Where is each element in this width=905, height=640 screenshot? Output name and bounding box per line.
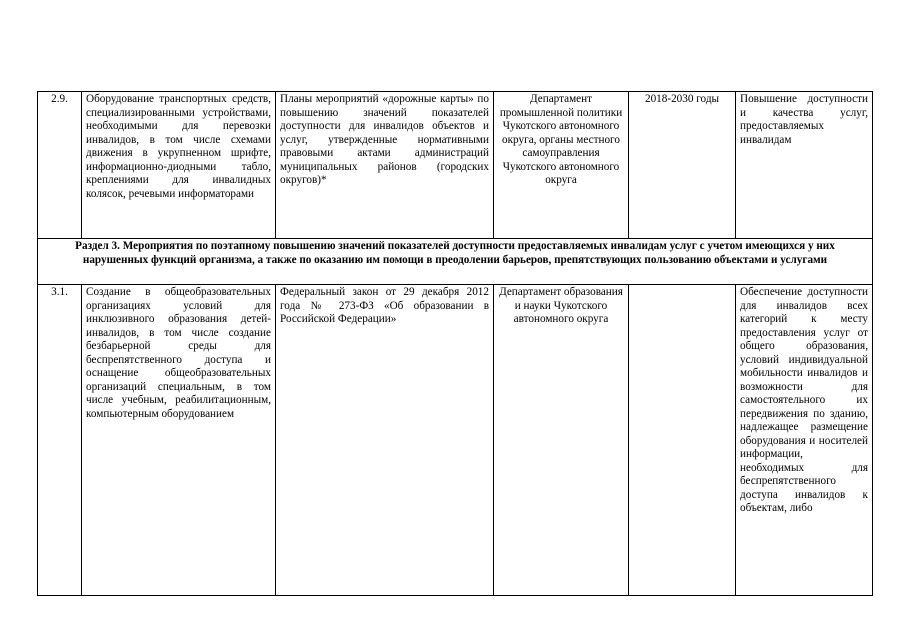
basis-cell: Федеральный закон от 29 декабря 2012 года № 273-ФЗ «Об образовании в Российской Федерации» — [276, 285, 494, 596]
measure-cell: Оборудование транспортных средств, специализированными устройствами, необходимыми для перевозки инвалидов, в том числе схемами движения в укрупненном шрифте, информационно-диодными табло, креплениями для инвалидных колясок, речевыми информаторами — [82, 92, 276, 239]
measure-cell: Создание в общеобразовательных организациях условий для инклюзивного образования детей-инвалидов, в том числе создание безбарьерной среды для беспрепятственного доступа и оснащение общеобразовательных организаций специальным, в том числе учебным, реабилитационным, компьютерным оборудованием — [82, 285, 276, 596]
table-row — [38, 285, 873, 596]
section-heading: Раздел 3. Мероприятия по поэтапному повышению значений показателей доступности предоставляемых инвалидам услуг с учетом имеющихся у них нарушенных функций организма, а также по оказанию им помощи в преодолении барьеров, препятствующих пользованию объектами и услугами — [38, 239, 873, 285]
basis-cell: Планы мероприятий «дорожные карты» по повышению значений показателей доступности для инвалидов объектов и услуг, утвержденные нормативными правовыми актами администраций муниципальных районов (городских округов)* — [276, 92, 494, 239]
period-cell — [629, 285, 736, 596]
section-row — [38, 239, 873, 285]
executor-cell: Департамент промышленной политики Чукотского автономного округа, органы местного самоуправления Чукотского автономного округа — [494, 92, 629, 239]
period-cell: 2018-2030 годы — [629, 92, 736, 239]
executor-cell: Департамент образования и науки Чукотского автономного округа — [494, 285, 629, 596]
row-number: 3.1. — [38, 285, 82, 596]
result-cell: Повышение доступности и качества услуг, предоставляемых инвалидам — [736, 92, 873, 239]
measures-table — [37, 91, 873, 596]
row-number: 2.9. — [38, 92, 82, 239]
table-row — [38, 92, 873, 239]
result-cell: Обеспечение доступности для инвалидов всех категорий к месту предоставления услуг от общего образования, условий индивидуальной мобильности инвалидов и возможности для самостоятельного их передвижения по зданию, надлежащее размещение оборудования и носителей информации, необходимых для беспрепятственного доступа инвалидов к объектам, либо — [736, 285, 873, 596]
